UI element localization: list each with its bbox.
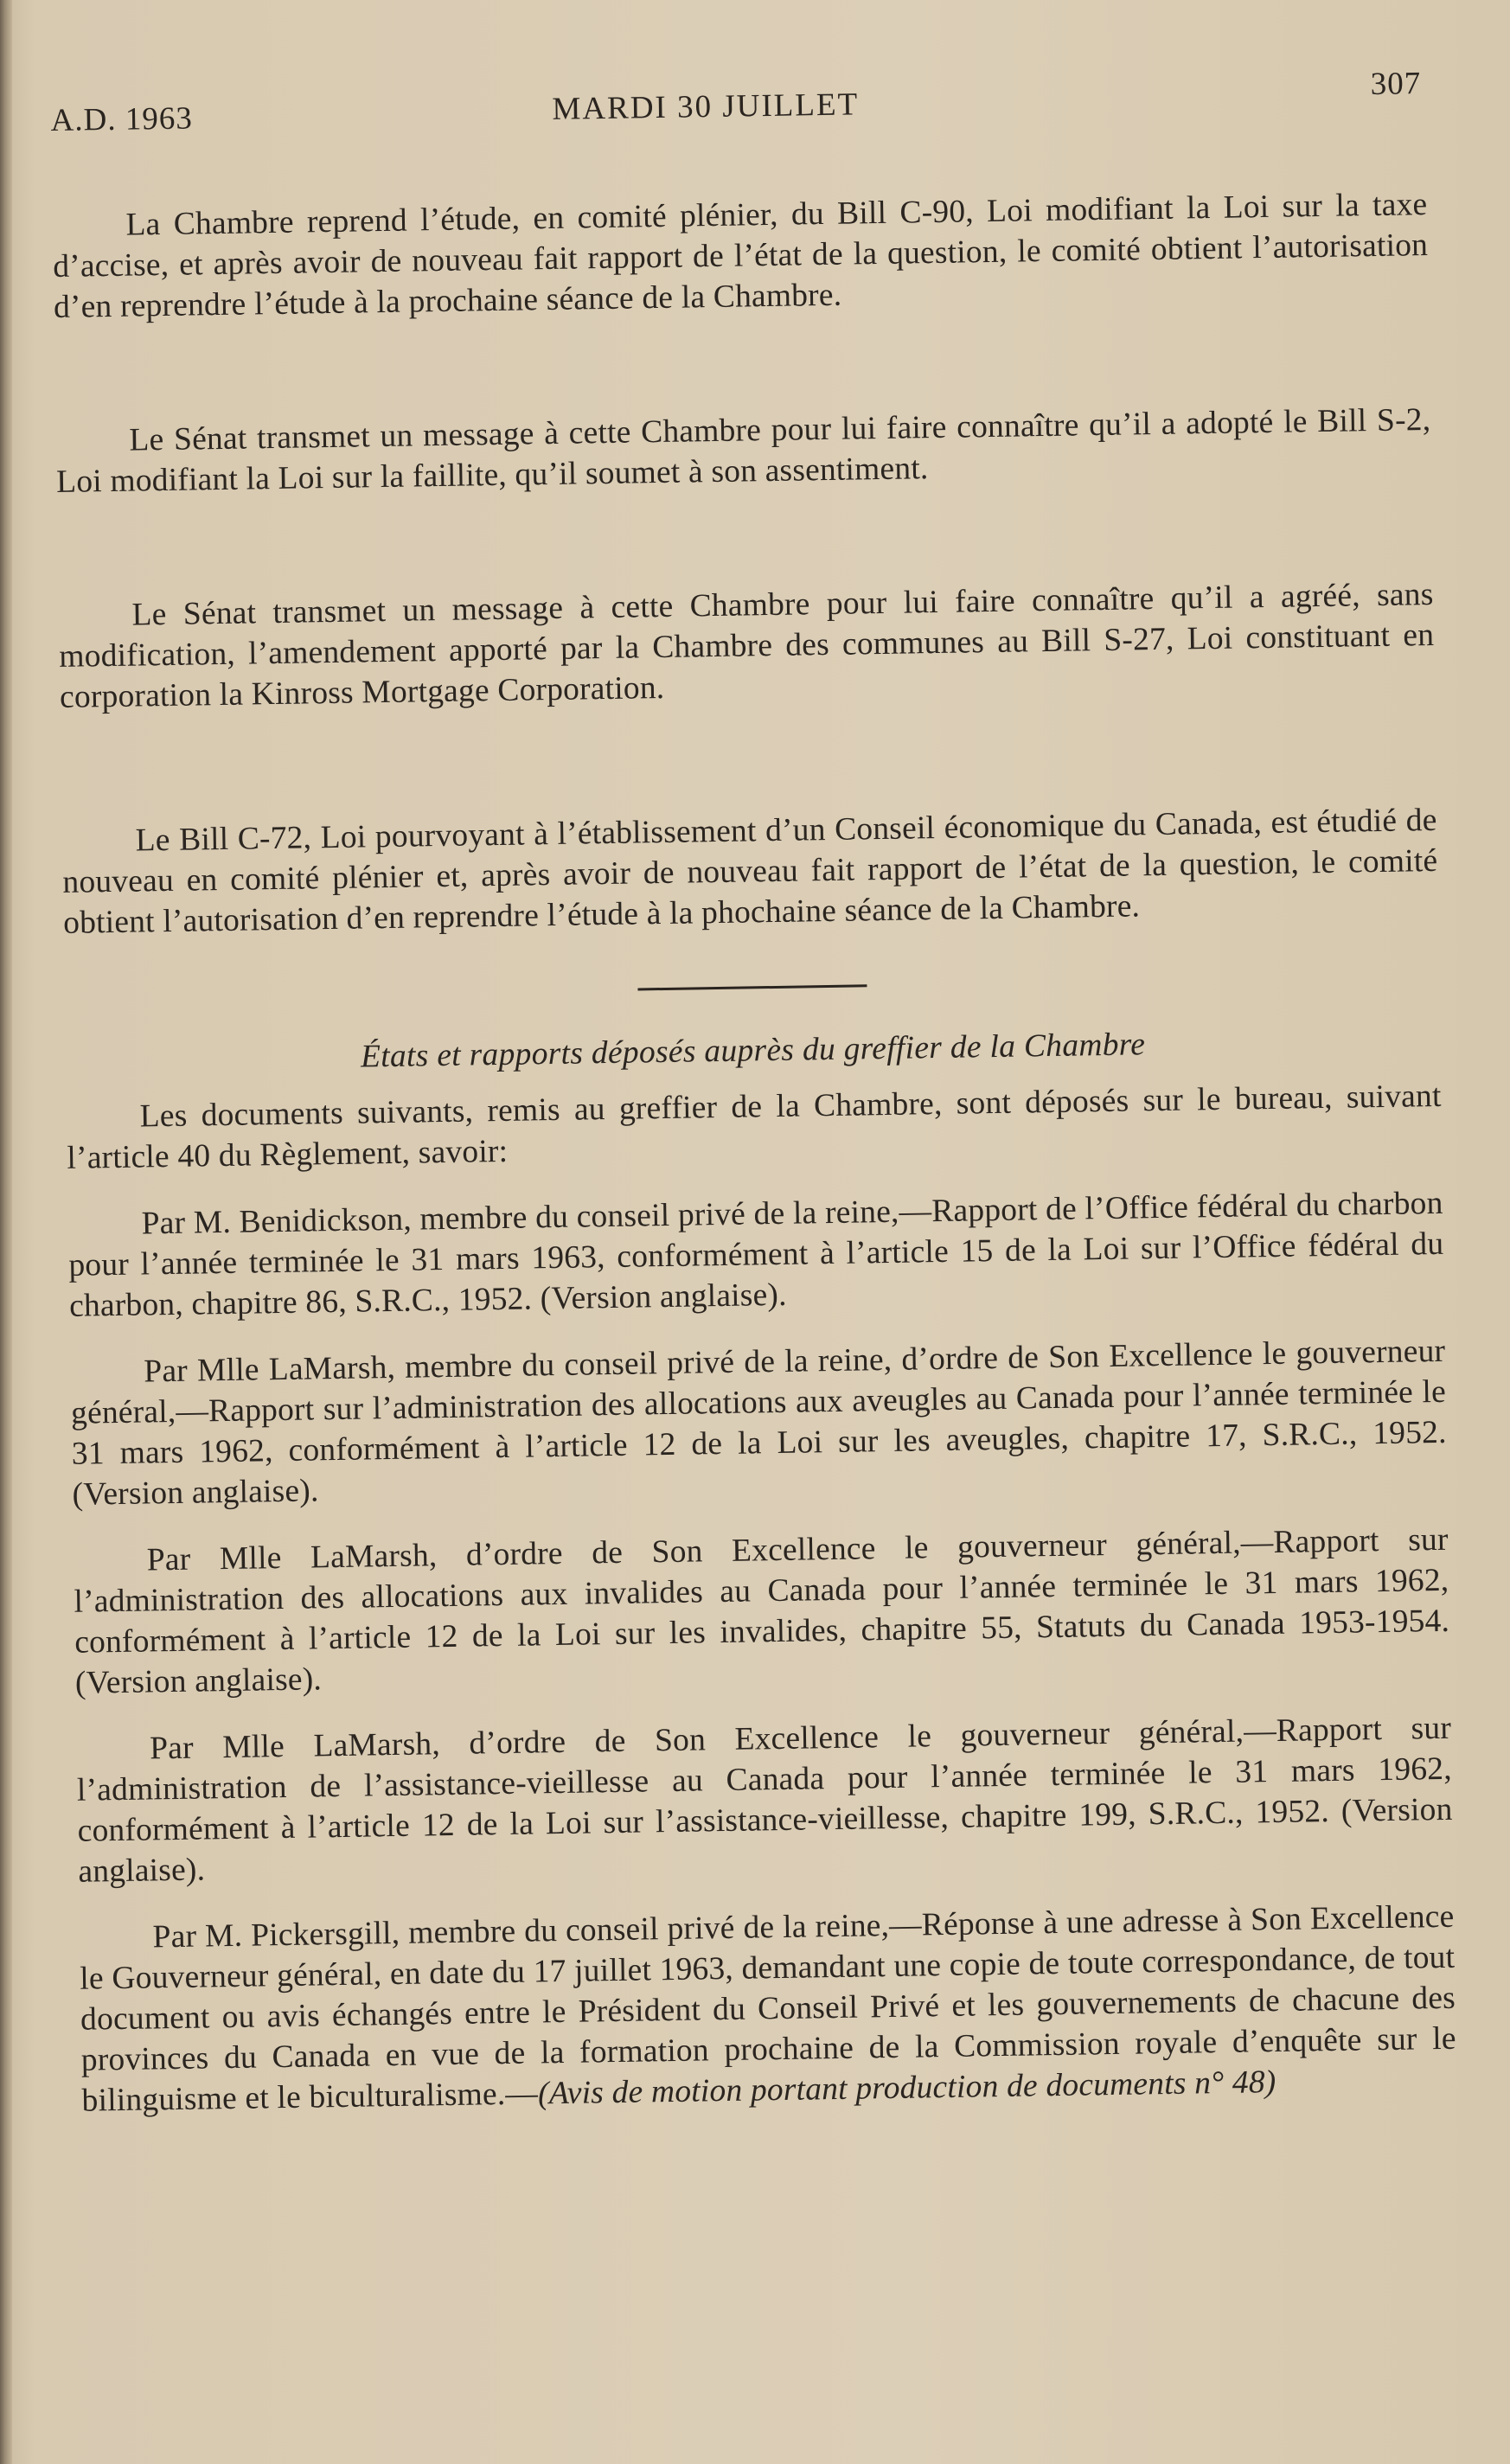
paragraph-bill-c90: La Chambre reprend l’étude, en comité plénier, du Bill C-90, Loi modifiant la Loi sur la taxe d’accise, et après avoir de nouveau fait rapport de l’état de la question, le comité obtient l’autorisation d’en reprendre l’étude à la prochaine séance de la Chambre. (52, 187, 1429, 325)
section-title: États et rapports déposés auprès du greffier de la Chambre (360, 1027, 1146, 1075)
document-entry-text: Par M. Pickersgill, membre du conseil privé de la reine,—Réponse à une adresse à Son Excellence le Gouverneur général, en date du 17 juillet 1963, demandant une copie de toute correspondance, de tout document ou avis échangés entre le Président du Conseil Privé et les gouvernements de chacune des provinces du Canada en vue de la formation prochaine de la Commission royale d’enquête sur le bilinguisme et le biculturalisme.— (80, 1898, 1456, 2119)
section-intro: Les documents suivants, remis au greffier de la Chambre, sont déposés sur le bureau, suivant l’article 40 du Règlement, savoir: (67, 1078, 1442, 1176)
paragraph-senate-s2: Le Sénat transmet un message à cette Chambre pour lui faire connaître qu’il a adopté le Bill S-2, Loi modifiant la Loi sur la faillite, qu’il soumet à son assentiment. (55, 401, 1431, 500)
document-entry: Par Mlle LaMarsh, d’ordre de Son Excellence le gouverneur général,—Rapport sur l’administration de l’assistance-vieillesse au Canada pour l’année terminée le 31 mars 1962, conformément à l’article 12 de la Loi sur l’assistance-vieillesse, chapitre 199, S.R.C., 1952. (Version anglaise). (76, 1710, 1453, 1890)
header-date: MARDI 30 JUILLET (552, 86, 860, 127)
paragraph-bill-c72: Le Bill C-72, Loi pourvoyant à l’établissement d’un Conseil économique du Canada, est étudié de nouveau en comité plénier et, après avoir de nouveau fait rapport de l’état de la question, le comité obtient l’autorisation d’en reprendre l’étude à la phochaine séance de la Chambre. (62, 802, 1438, 941)
paragraph-senate-s27: Le Sénat transmet un message à cette Chambre pour lui faire connaître qu’il a agréé, sans modification, l’amendement apporté par la Chambre des communes au Bill S-27, Loi constituant en corporation la Kinross Mortgage Corporation. (59, 576, 1435, 715)
header-year: A.D. 1963 (50, 100, 194, 138)
page-content (50, 65, 1457, 2122)
document-entry: Par Mlle LaMarsh, membre du conseil privé de la reine, d’ordre de Son Excellence le gouverneur général,—Rapport sur l’administration des allocations aux aveugles au Canada pour l’année terminée le 31 mars 1962, conformément à l’article 12 de la Loi sur les aveugles, chapitre 17, S.R.C., 1952. (Version anglaise). (70, 1333, 1447, 1513)
page-number: 307 (1370, 66, 1422, 103)
motion-reference: (Avis de motion portant production de documents n° 48) (537, 2064, 1276, 2112)
running-header (50, 65, 1426, 156)
document-entry: Par Mlle LaMarsh, d’ordre de Son Excellence le gouverneur général,—Rapport sur l’administration des allocations aux invalides au Canada pour l’année terminée le 31 mars 1962, conformément à l’article 12 de la Loi sur les invalides, chapitre 55, Statuts du Canada 1953-1954. (Version anglaise). (74, 1521, 1450, 1701)
document-entry-last (79, 1897, 1456, 2122)
section-divider (637, 984, 867, 990)
document-entry: Par M. Benidickson, membre du conseil privé de la reine,—Rapport de l’Office fédéral du charbon pour l’année terminée le 31 mars 1963, conformément à l’article 15 de la Loi sur l’Office fédéral du charbon, chapitre 86, S.R.C., 1952. (Version anglaise). (68, 1185, 1444, 1324)
binding-edge (0, 0, 12, 2464)
